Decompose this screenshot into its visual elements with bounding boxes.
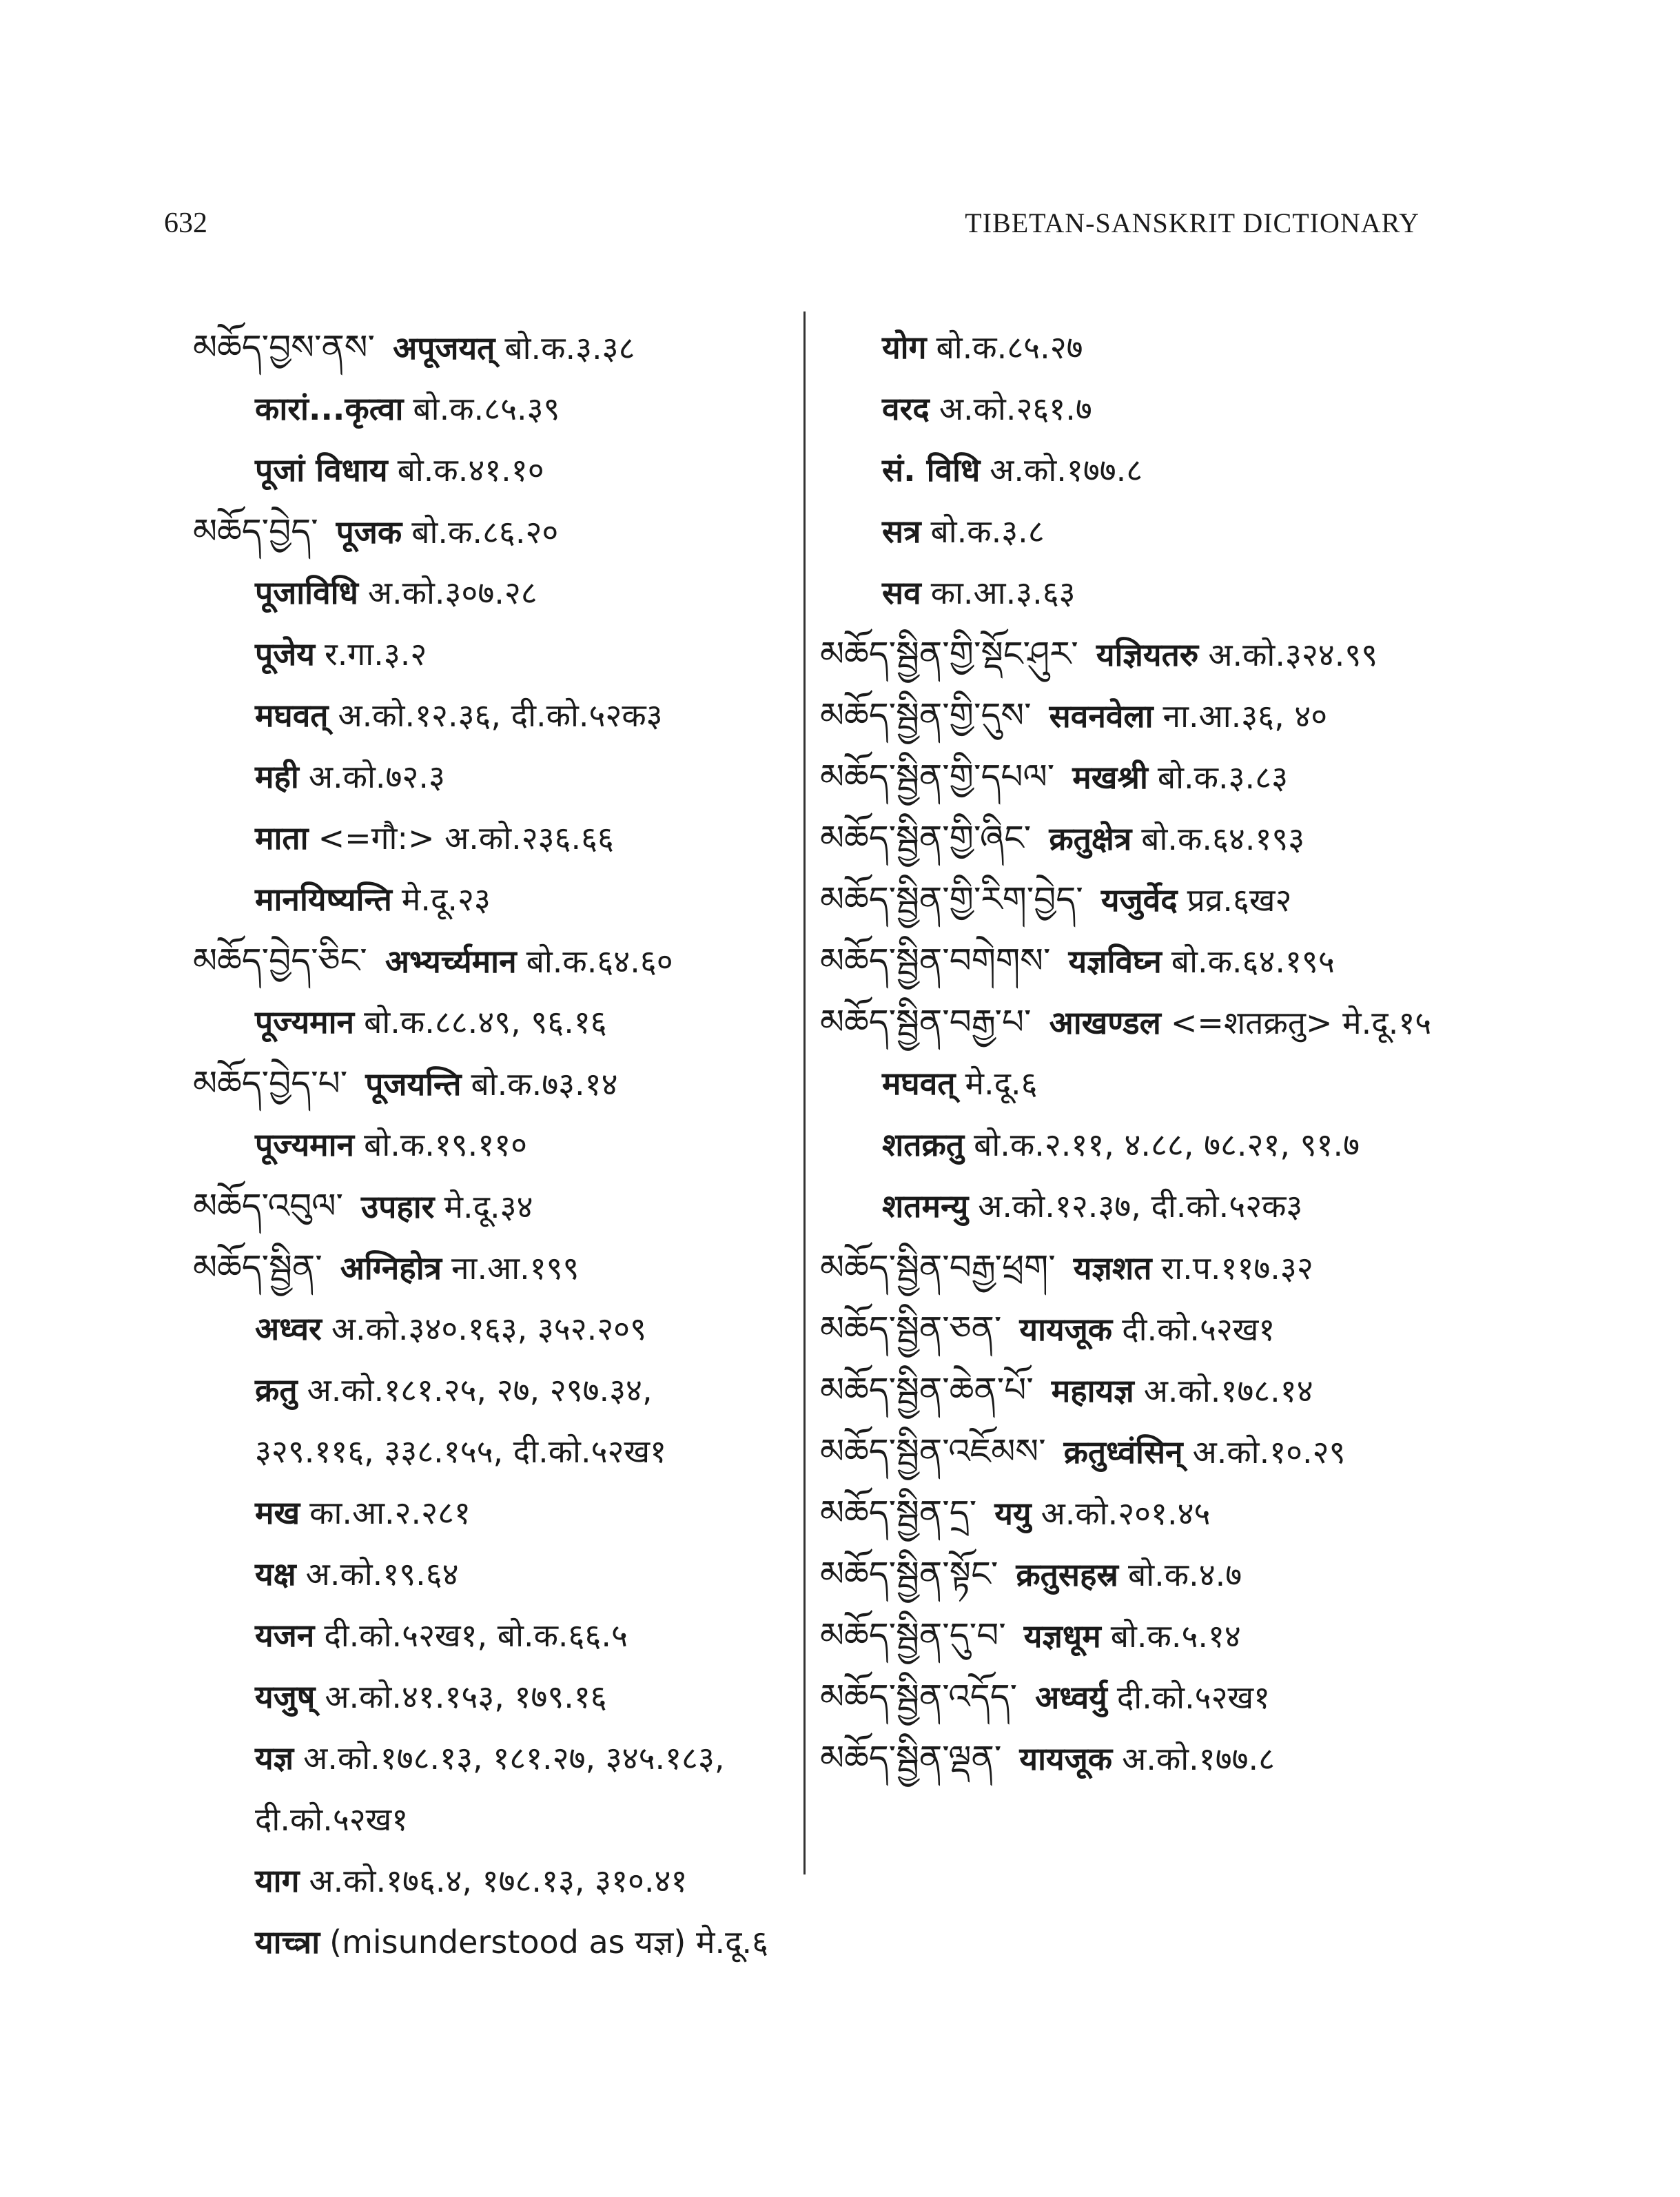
dictionary-entry [820, 992, 1495, 1237]
source-reference: अ.को.२०१.४५ [1041, 1495, 1211, 1532]
source-reference: अ.को.१२.३७, दी.को.५२क३ [978, 1187, 1303, 1225]
sanskrit-equivalent: यक्ष [255, 1555, 296, 1593]
source-reference: बो.क.४.७ [1128, 1556, 1242, 1593]
entry-headline [193, 930, 799, 992]
sanskrit-equivalent: सवनवेला [1049, 697, 1154, 735]
sense-line [193, 1728, 799, 1789]
sanskrit-equivalent: मघवत् [255, 697, 329, 734]
source-reference: अ.को.१७७.८ [990, 451, 1143, 489]
source-reference: अ.को.४१.१५३, १७९.१६ [325, 1678, 607, 1715]
sanskrit-equivalent: पूजां विधाय [255, 451, 388, 489]
sense-line [193, 1605, 799, 1666]
sense-line [820, 562, 1495, 624]
sense-line [193, 562, 799, 624]
tibetan-headword: མཆོད་སྦྱིན་བརྒྱ་ཕྲག་ [820, 1247, 1056, 1287]
dictionary-entry [193, 1237, 799, 1973]
tibetan-headword: མཆོད་སྦྱིན་ [193, 1247, 322, 1287]
sense-line [193, 1544, 799, 1605]
dictionary-entry [820, 685, 1495, 746]
dictionary-entry [193, 1176, 799, 1237]
dictionary-entry [193, 501, 799, 930]
sanskrit-equivalent: माता [255, 819, 309, 857]
sense-line [820, 501, 1495, 562]
entry-headline [820, 1360, 1495, 1421]
sanskrit-equivalent: यज्ञशत [1073, 1249, 1152, 1287]
tibetan-headword: མཆོད་སྦྱིན་འཇོམས་ [820, 1431, 1046, 1471]
right-column [820, 317, 1495, 1789]
source-reference: ना.आ.३६, ४० [1162, 697, 1328, 735]
dictionary-entry [820, 808, 1495, 869]
sanskrit-equivalent: मानयिष्यन्ति [255, 881, 392, 918]
sanskrit-equivalent: मघवत् [882, 1065, 956, 1102]
dictionary-entry [820, 1482, 1495, 1544]
sanskrit-equivalent: मख [255, 1494, 300, 1531]
sanskrit-equivalent: याग [255, 1862, 300, 1899]
sanskrit-equivalent: यायजूक [1019, 1311, 1113, 1348]
entry-headline [820, 992, 1495, 1053]
sanskrit-equivalent: यज्ञविघ्न [1068, 943, 1162, 980]
dictionary-entry [820, 1544, 1495, 1605]
sanskrit-equivalent: पूज्यमान [255, 1126, 355, 1163]
tibetan-headword: མཆོད་སྦྱིན་བརྒྱ་པ་ [820, 1002, 1032, 1042]
tibetan-headword: མཆོད་སྦྱིན་དྲ་ [820, 1493, 977, 1533]
source-reference: बो.क.८८.४९, ९६.१६ [364, 1003, 607, 1041]
sanskrit-equivalent: योग [882, 329, 927, 366]
sanskrit-equivalent: क्रतु [255, 1371, 298, 1409]
dictionary-entry [820, 869, 1495, 930]
source-reference: मे.दू.२३ [401, 881, 491, 918]
sense-line [193, 992, 799, 1053]
sanskrit-equivalent: पूजक [336, 513, 402, 551]
sense-line [193, 1666, 799, 1728]
sanskrit-equivalent: क्रतुक्षेत्र [1049, 820, 1132, 857]
entry-headline [820, 930, 1495, 992]
tibetan-headword: མཆོད་བྱེད་ [193, 511, 318, 551]
source-reference: ना.आ.१९९ [451, 1249, 580, 1287]
entry-headline [820, 1544, 1495, 1605]
sanskrit-equivalent: पूज्यमान [255, 1003, 355, 1041]
source-reference: अ.को.३०७.२८ [367, 574, 537, 611]
source-reference: अ.को.१०.२९ [1192, 1433, 1346, 1471]
sense-line [820, 1053, 1495, 1114]
sanskrit-equivalent: अध्वर्यु [1035, 1679, 1107, 1716]
entry-headline [820, 1237, 1495, 1298]
tibetan-headword: མཆོད་སྦྱིན་ཅན་ [820, 1309, 1002, 1349]
source-reference: दी.को.५२ख१ [1116, 1679, 1271, 1716]
sanskrit-equivalent: शतमन्यु [882, 1187, 969, 1225]
entry-headline [193, 317, 799, 378]
source-reference: बो.क.१९.११० [364, 1126, 528, 1163]
source-reference: र.गा.३.२ [324, 635, 427, 673]
entry-headline [193, 1176, 799, 1237]
tibetan-headword: མཆོད་སྦྱིན་གྱི་དུས་ [820, 695, 1032, 735]
tibetan-headword: མཆོད་སྦྱིན་གྱི་དཔལ་ [820, 757, 1055, 797]
entry-headline [193, 1053, 799, 1114]
source-reference: मे.दू.३४ [444, 1188, 533, 1225]
source-reference: बो.क.२.११, ४.८८, ७८.२१, ९१.७ [974, 1126, 1360, 1163]
sense-line [193, 378, 799, 440]
tibetan-headword: མཆོད་སྦྱིན་གྱི་རིག་བྱེད་ [820, 879, 1083, 919]
source-reference: अ.को.३२४.९९ [1208, 636, 1378, 673]
entry-headline [820, 869, 1495, 930]
dictionary-entry [820, 317, 1495, 624]
source-reference: का.आ.३.६३ [930, 574, 1076, 611]
sanskrit-equivalent: ययु [994, 1495, 1032, 1532]
dictionary-entry [820, 1728, 1495, 1789]
source-reference: अ.को.१९.६४ [305, 1555, 459, 1593]
sanskrit-equivalent: याच्त्रा [255, 1923, 320, 1961]
dictionary-entry [820, 624, 1495, 685]
sanskrit-equivalent: अध्वर [255, 1310, 322, 1347]
source-reference: <=शतक्रतु> मे.दू.१५ [1170, 1004, 1432, 1041]
tibetan-headword: མཆོད་བྱེད་ཅིང་ [193, 941, 367, 981]
dictionary-entry [820, 1360, 1495, 1421]
source-reference: प्रव्र.६ख२ [1187, 881, 1292, 919]
sanskrit-equivalent: पूजेय [255, 635, 315, 673]
sanskrit-equivalent: उपहार [361, 1188, 435, 1225]
source-reference: अ.को.१२.३६, दी.को.५२क३ [338, 697, 663, 734]
sanskrit-equivalent: कारां...कृत्वा [255, 390, 404, 427]
entry-headline [820, 1605, 1495, 1666]
sanskrit-equivalent: आखण्डल [1049, 1004, 1161, 1041]
sanskrit-equivalent: महायज्ञ [1051, 1372, 1134, 1409]
sanskrit-equivalent: पूजयन्ति [365, 1065, 462, 1103]
tibetan-headword: མཆོད་སྦྱིན་བགེགས་ [820, 941, 1051, 981]
tibetan-headword: མཆོད་སྦྱིན་ལྡན་ [820, 1738, 1002, 1778]
dictionary-entry [193, 317, 799, 501]
source-reference: (misunderstood as यज्ञ) मे.दू.६ [329, 1923, 769, 1961]
source-reference: अ.को.३४०.१६३, ३५२.२०९ [331, 1310, 647, 1347]
sanskrit-equivalent: सव [882, 574, 921, 611]
sense-line [193, 1360, 799, 1421]
tibetan-headword: མཆོད་བྱེད་པ་ [193, 1063, 348, 1103]
sanskrit-equivalent: यज्ञियतरु [1096, 636, 1199, 673]
dictionary-entry [193, 930, 799, 1053]
source-reference: अ.को.१७८.१४ [1143, 1372, 1313, 1409]
tibetan-headword: མཆོད་སྦྱིན་འདོད་ [820, 1677, 1018, 1717]
sanskrit-equivalent: अपूजयत् [393, 329, 495, 367]
page-number: 632 [164, 207, 207, 239]
entry-headline [820, 1482, 1495, 1544]
entry-headline [820, 1421, 1495, 1482]
sanskrit-equivalent: वरद [882, 390, 930, 427]
left-column [193, 317, 799, 1973]
source-reference: बो.क.३.८३ [1157, 759, 1289, 796]
sanskrit-equivalent: पूजाविधि [255, 574, 358, 611]
sanskrit-equivalent: यज्ञधूम [1023, 1617, 1101, 1655]
sense-line [193, 1912, 799, 1973]
sense-line [193, 685, 799, 746]
source-reference: मे.दू.६ [965, 1065, 1038, 1102]
source-reference: अ.को.१७७.८ [1122, 1740, 1276, 1777]
sanskrit-equivalent: सत्र [882, 513, 921, 550]
entry-headline [820, 685, 1495, 746]
source-reference: <=गौ:> अ.को.२३६.६६ [318, 819, 614, 857]
reference-continuation: ३२९.११६, ३३८.१५५, दी.को.५२ख१ [255, 1433, 666, 1470]
sense-line [193, 1114, 799, 1176]
tibetan-headword: མཆོད་བྱས་ནས་ [193, 327, 376, 367]
source-reference: दी.को.५२ख१ [1122, 1311, 1276, 1348]
sanskrit-equivalent: क्रतुसहस्र [1016, 1556, 1118, 1593]
dictionary-entry [820, 1421, 1495, 1482]
sanskrit-equivalent: मही [255, 758, 299, 795]
source-reference: अ.को.१८१.२५, २७, २९७.३४, [307, 1371, 653, 1409]
sense-line [193, 869, 799, 930]
column-divider [803, 311, 806, 1874]
dictionary-entry [820, 1298, 1495, 1360]
running-title: TIBETAN-SANSKRIT DICTIONARY [965, 207, 1420, 238]
tibetan-headword: མཆོད་སྦྱིན་གྱི་སྡོང་ཤུར་ [820, 634, 1078, 674]
tibetan-headword: མཆོད་སྦྱིན་དུ་བ་ [820, 1615, 1006, 1655]
sanskrit-equivalent: यजुर्वेद [1100, 881, 1178, 919]
source-reference: बो.क.६४.१९५ [1171, 943, 1335, 980]
reference-continuation: दी.को.५२ख१ [255, 1801, 409, 1838]
entry-headline [193, 1237, 799, 1298]
tibetan-headword: མཆོད་འབུལ་ [193, 1186, 343, 1226]
dictionary-entry [820, 746, 1495, 808]
sanskrit-equivalent: अग्निहोत्र [340, 1249, 442, 1287]
sense-line [193, 440, 799, 501]
source-reference: बो.क.८६.२० [411, 513, 559, 551]
dictionary-entry [820, 930, 1495, 992]
sense-line [193, 746, 799, 808]
sense-line [193, 1298, 799, 1360]
sense-line [193, 624, 799, 685]
source-reference: बो.क.६४.६० [526, 943, 673, 980]
dictionary-entry [820, 1666, 1495, 1728]
entry-headline [820, 1666, 1495, 1728]
sense-line [820, 1114, 1495, 1176]
sanskrit-equivalent: यजन [255, 1617, 315, 1654]
source-reference: अ.को.७२.३ [308, 758, 445, 795]
source-reference: बो.क.८५.२७ [936, 329, 1083, 366]
sanskrit-equivalent: मखश्री [1072, 759, 1148, 796]
sense-line [193, 808, 799, 869]
source-reference: का.आ.२.२८१ [309, 1494, 471, 1531]
source-reference: बो.क.७३.१४ [471, 1065, 618, 1103]
sanskrit-equivalent: क्रतुध्वंसिन् [1063, 1433, 1183, 1471]
source-reference: अ.को.१७८.१३, १८१.२७, ३४५.१८३, [303, 1739, 725, 1777]
source-reference: दी.को.५२ख१, बो.क.६६.५ [324, 1617, 628, 1654]
source-reference: बो.क.४१.१० [397, 451, 544, 489]
sanskrit-equivalent: अभ्यर्च्यमान [385, 943, 517, 980]
entry-headline [193, 501, 799, 562]
tibetan-headword: མཆོད་སྦྱིན་ཆེན་པོ་ [820, 1370, 1034, 1410]
source-reference: अ.को.२६१.७ [939, 390, 1092, 427]
dictionary-entry [820, 1605, 1495, 1666]
sanskrit-equivalent: सं. विधि [882, 451, 981, 489]
sanskrit-equivalent: शतक्रतु [882, 1126, 965, 1163]
source-reference: अ.को.१७६.४, १७८.१३, ३१०.४१ [309, 1862, 688, 1899]
source-reference: बो.क.३.८ [930, 513, 1045, 550]
sanskrit-equivalent: यजुष् [255, 1678, 316, 1715]
entry-headline [820, 1298, 1495, 1360]
entry-headline [820, 1728, 1495, 1789]
sense-line [193, 1850, 799, 1912]
entry-headline [820, 746, 1495, 808]
source-reference: बो.क.६४.१९३ [1141, 820, 1305, 857]
tibetan-headword: མཆོད་སྦྱིན་སྟོང་ [820, 1554, 998, 1594]
tibetan-headword: མཆོད་སྦྱིན་གྱི་ཞིང་ [820, 818, 1032, 858]
dictionary-entry [193, 1053, 799, 1176]
entry-headline [820, 624, 1495, 685]
sanskrit-equivalent: यायजूक [1019, 1740, 1113, 1777]
source-reference: बो.क.३.३८ [504, 329, 635, 367]
sense-line [193, 1482, 799, 1544]
sense-line [820, 378, 1495, 440]
sense-line [820, 1176, 1495, 1237]
source-reference: बो.क.८५.३९ [413, 390, 560, 427]
source-reference: रा.प.११७.३२ [1161, 1249, 1313, 1287]
source-reference: बो.क.५.१४ [1110, 1617, 1241, 1655]
sense-line [820, 440, 1495, 501]
sense-line [820, 317, 1495, 378]
dictionary-entry [820, 1237, 1495, 1298]
entry-headline [820, 808, 1495, 869]
sanskrit-equivalent: यज्ञ [255, 1739, 294, 1777]
